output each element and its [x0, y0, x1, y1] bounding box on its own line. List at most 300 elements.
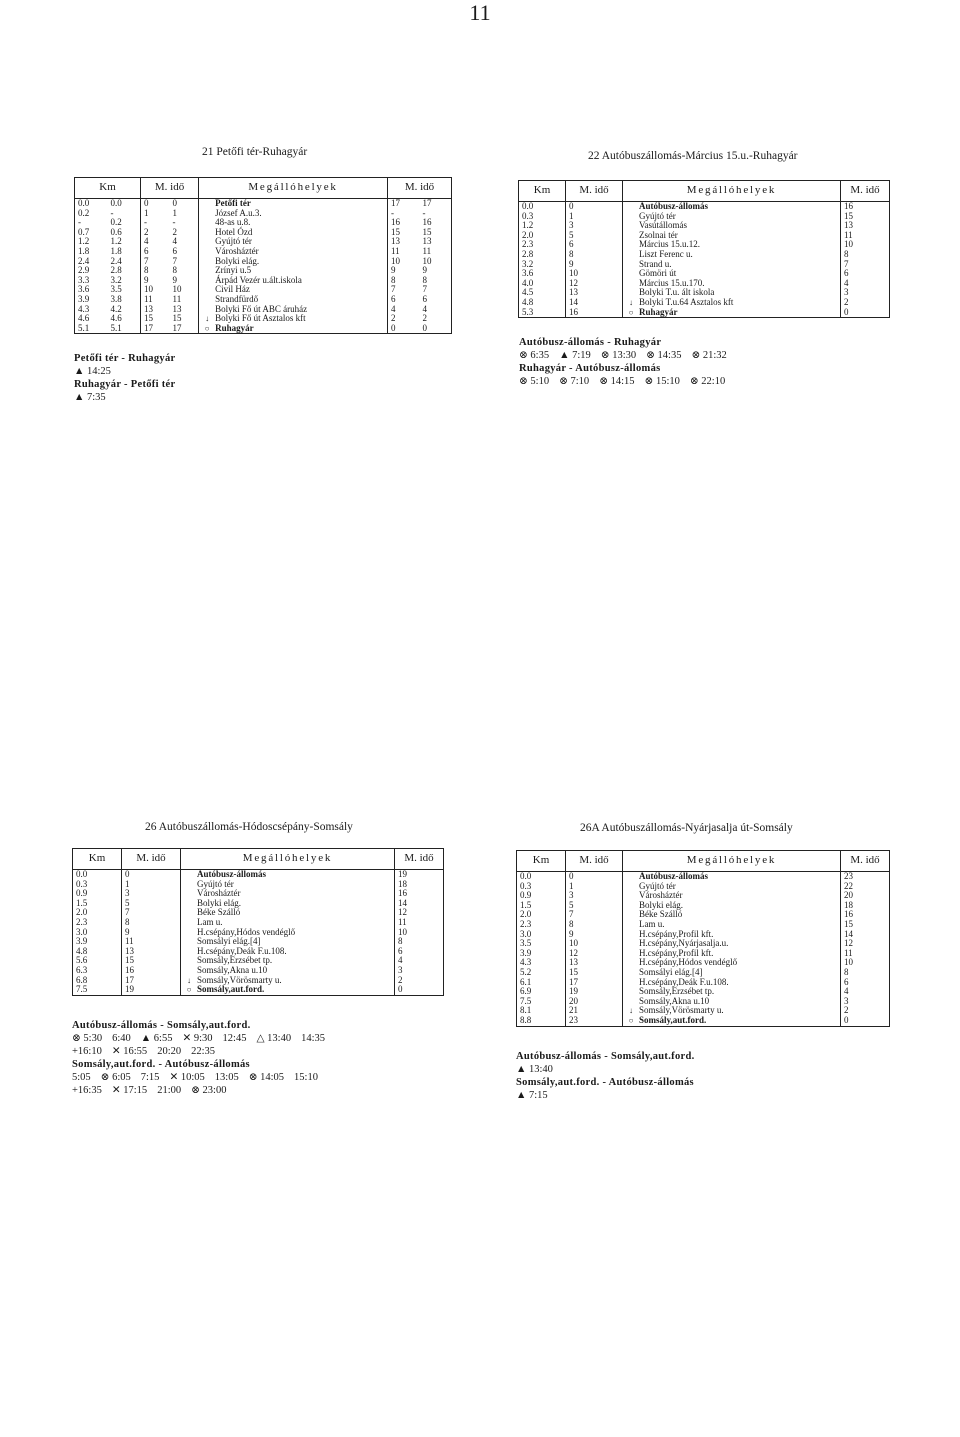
- km-cell: 7.5: [517, 997, 566, 1007]
- departure-time: ✕ 17:15: [111, 1085, 148, 1096]
- time-cell: 16: [122, 966, 181, 976]
- km-cell: 3.5: [110, 284, 122, 295]
- time-header: M. idő: [141, 178, 199, 199]
- time-back-cell: 8: [419, 276, 451, 286]
- schedule-heading: Autóbusz-állomás - Somsály,aut.ford.: [72, 1020, 251, 1031]
- route-line: [623, 958, 637, 968]
- route-line: [181, 908, 195, 918]
- stop-name: Városháztér: [197, 888, 241, 899]
- time-back-cell: 4: [841, 987, 890, 997]
- time-cell: 8: [566, 920, 623, 930]
- route-line: [623, 910, 637, 920]
- table-row: [519, 221, 890, 231]
- table-row: [73, 985, 444, 995]
- time-header: M. idő: [122, 849, 181, 870]
- route-line: [623, 920, 637, 930]
- stop-name: Strandfürdő: [215, 293, 259, 304]
- km-cell: 1.8: [75, 247, 108, 257]
- time-back-cell: 0: [841, 1016, 890, 1026]
- km-cell: -: [75, 218, 108, 228]
- time-cell: 8: [122, 918, 181, 928]
- stop-name: Zsolnai tér: [639, 229, 678, 240]
- time-back-header: M. idő: [387, 178, 451, 199]
- time-back-cell: 10: [841, 240, 890, 250]
- stop-name: Bolyki elág.: [215, 255, 260, 266]
- km-cell: 5.3: [519, 308, 566, 318]
- schedule-route-26a: [516, 1050, 695, 1102]
- departure-time: ✕ 16:55: [111, 1046, 148, 1057]
- time-cell: 3: [566, 221, 623, 231]
- schedule-heading: Petőfi tér - Ruhagyár: [74, 353, 176, 364]
- route-line: [623, 212, 637, 222]
- stop-name: H.csépány,Deák F.u.108.: [639, 976, 729, 987]
- km-cell: 2.0: [517, 910, 566, 920]
- route-line: [199, 276, 213, 286]
- time-cell: 10: [566, 939, 623, 949]
- stop-name: Ruhagyár: [636, 308, 841, 318]
- km-cell: 3.2: [110, 274, 122, 285]
- table-row: [519, 202, 890, 212]
- departure-time: ▲ 6:55: [140, 1033, 173, 1044]
- km-cell: 3.2: [519, 260, 566, 270]
- time-back-cell: 3: [841, 997, 890, 1007]
- time-cell: 8: [566, 250, 623, 260]
- time-back-cell: 11: [387, 247, 419, 257]
- stop-name: Somsály,aut.ford.: [636, 1016, 841, 1026]
- route-line: [199, 257, 213, 267]
- km-cell: 2.3: [517, 920, 566, 930]
- departure-time: ▲ 14:25: [74, 366, 111, 377]
- table-row: [75, 199, 452, 209]
- stops-header: Megállóhelyek: [623, 181, 841, 202]
- route-line: [181, 928, 195, 938]
- stop-name: Gömöri út: [639, 268, 677, 279]
- km-cell: 4.0: [519, 279, 566, 289]
- time-cell: 2: [141, 228, 170, 238]
- departure-time: ⊗ 14:05: [248, 1072, 285, 1083]
- stop-name: Béke Szálló: [639, 909, 683, 920]
- stop-name: Strand u.: [639, 258, 672, 269]
- departure-times: [72, 1032, 335, 1045]
- route-line: [199, 295, 213, 305]
- departure-time: ⊗ 22:10: [689, 376, 726, 387]
- time-back-cell: 15: [841, 920, 890, 930]
- stop-name: Gyújtó tér: [639, 880, 676, 891]
- departure-time: ⊗ 6:35: [519, 350, 550, 361]
- time-back-cell: 3: [841, 288, 890, 298]
- km-cell: 4.3: [517, 958, 566, 968]
- km-cell: 3.6: [519, 269, 566, 279]
- time-cell: 6: [566, 240, 623, 250]
- stop-name: Árpád Vezér u.ált.iskola: [215, 274, 302, 285]
- stop-name: Somsály,Vörösmarty u.: [639, 1005, 724, 1016]
- time-back-cell: 16: [841, 910, 890, 920]
- km-cell: 4.6: [110, 313, 122, 324]
- km-cell: 2.3: [519, 240, 566, 250]
- route-line: ↓: [623, 1006, 637, 1016]
- route-line: [623, 240, 637, 250]
- time-back-cell: 17: [387, 199, 419, 209]
- km-cell: 0.9: [517, 891, 566, 901]
- time-cell: -: [172, 217, 176, 228]
- time-cell: 0: [172, 198, 178, 208]
- time-back-cell: 2: [841, 1006, 890, 1016]
- km-cell: 6.8: [73, 976, 122, 986]
- stop-name: Hotel Ózd: [215, 226, 253, 237]
- departure-time: ▲ 13:40: [516, 1064, 553, 1075]
- time-back-cell: 16: [387, 218, 419, 228]
- time-back-cell: 23: [841, 872, 890, 882]
- time-cell: 17: [122, 976, 181, 986]
- route-line: [181, 918, 195, 928]
- stop-name: Városháztér: [639, 890, 683, 901]
- km-cell: 4.2: [110, 303, 122, 314]
- route-line: [181, 899, 195, 909]
- km-cell: 6.1: [517, 978, 566, 988]
- km-cell: 0.7: [75, 228, 108, 238]
- route-line: [199, 285, 213, 295]
- time-cell: -: [141, 218, 170, 228]
- route-line: [623, 997, 637, 1007]
- time-back-cell: 13: [387, 237, 419, 247]
- km-cell: 1.5: [73, 899, 122, 909]
- time-back-cell: 6: [395, 947, 444, 957]
- time-cell: 3: [566, 891, 623, 901]
- departure-time: ✕ 10:05: [169, 1072, 205, 1083]
- stop-name: Somsályi elág.[4]: [639, 966, 703, 977]
- km-cell: 5.6: [73, 956, 122, 966]
- stop-name: Bolyki elág.: [197, 897, 241, 908]
- time-cell: 15: [172, 313, 182, 324]
- time-cell: 9: [141, 276, 170, 286]
- time-back-cell: 10: [387, 257, 419, 267]
- route-line: [623, 939, 637, 949]
- time-cell: 10: [566, 269, 623, 279]
- departure-time: 20:20: [157, 1046, 182, 1057]
- time-back-cell: 7: [419, 285, 451, 295]
- stop-name: Vasútállomás: [639, 220, 687, 231]
- timetable-route-26a: [516, 850, 890, 1027]
- time-cell: 1: [141, 209, 170, 219]
- time-cell: 19: [566, 987, 623, 997]
- departure-time: ⊗ 7:10: [559, 376, 590, 387]
- route-line: [199, 218, 213, 228]
- direction-marker: [199, 199, 213, 209]
- time-cell: 11: [122, 937, 181, 947]
- km-cell: 3.8: [110, 293, 122, 304]
- time-back-cell: 13: [419, 237, 451, 247]
- route-line: [623, 949, 637, 959]
- km-cell: 0.9: [73, 889, 122, 899]
- time-back-cell: 10: [395, 928, 444, 938]
- stop-name: H.csépány,Profil kft.: [639, 928, 714, 939]
- departure-times: [72, 1084, 335, 1097]
- time-back-cell: 0: [419, 324, 451, 334]
- time-back-cell: 12: [841, 939, 890, 949]
- time-cell: 8: [172, 265, 178, 276]
- stop-name: Petőfi tér: [215, 198, 251, 208]
- stop-name: Autóbusz-állomás: [639, 871, 709, 881]
- time-cell: 2: [172, 226, 178, 237]
- stop-name: Városháztér: [215, 245, 259, 256]
- time-back-cell: 7: [387, 285, 419, 295]
- km-header: Km: [519, 181, 566, 202]
- stop-name: Bolyki T.u. ált iskola: [639, 287, 715, 298]
- time-back-cell: 19: [395, 870, 444, 880]
- schedule-heading: Somsály,aut.ford. - Autóbusz-állomás: [72, 1059, 250, 1070]
- route-title: 21 Petőfi tér-Ruhagyár: [202, 146, 308, 158]
- time-back-cell: 10: [841, 958, 890, 968]
- route-line: [623, 221, 637, 231]
- route-line: ↓: [199, 314, 213, 324]
- time-cell: 5: [566, 231, 623, 241]
- departure-times: [72, 1045, 335, 1058]
- route-line: [623, 930, 637, 940]
- schedule-heading: Autóbusz-állomás - Somsály,aut.ford.: [516, 1051, 695, 1062]
- time-cell: 5: [122, 899, 181, 909]
- km-cell: 5.1: [75, 324, 108, 334]
- endpoint-marker: ○: [199, 324, 213, 334]
- departure-time: ▲ 7:15: [516, 1090, 548, 1101]
- time-cell: 1: [566, 882, 623, 892]
- endpoint-marker: ○: [181, 985, 195, 995]
- km-cell: 4.3: [75, 305, 108, 315]
- stop-name: H.csépány,Profil kft.: [639, 947, 714, 958]
- time-back-cell: 16: [395, 889, 444, 899]
- time-back-cell: 6: [419, 295, 451, 305]
- km-cell: 2.4: [75, 257, 108, 267]
- time-back-cell: 2: [387, 314, 419, 324]
- stop-name: Somsályi elág.[4]: [197, 936, 261, 947]
- table-row: [519, 308, 890, 318]
- route-line: [623, 288, 637, 298]
- stop-name: Somsály,Akna u.10: [639, 995, 710, 1006]
- time-back-cell: 4: [387, 305, 419, 315]
- time-cell: 20: [566, 997, 623, 1007]
- km-cell: 0.0: [517, 872, 566, 882]
- km-cell: 1.5: [517, 901, 566, 911]
- stop-name: H.csépány,Hódos vendéglő: [639, 957, 738, 968]
- km-cell: 2.9: [75, 266, 108, 276]
- km-cell: 2.0: [519, 231, 566, 241]
- departure-times: [519, 375, 737, 388]
- table-row: [75, 324, 452, 334]
- time-cell: 9: [122, 928, 181, 938]
- time-cell: 4: [172, 236, 178, 247]
- km-cell: 3.3: [75, 276, 108, 286]
- route-line: [623, 269, 637, 279]
- time-back-cell: 14: [841, 930, 890, 940]
- km-cell: 1.2: [519, 221, 566, 231]
- departure-time: +16:35: [72, 1085, 102, 1096]
- time-back-cell: 8: [841, 968, 890, 978]
- time-cell: 7: [122, 908, 181, 918]
- route-line: [181, 880, 195, 890]
- time-cell: 8: [141, 266, 170, 276]
- km-header: Km: [517, 851, 566, 872]
- km-cell: 7.5: [73, 985, 122, 995]
- schedule-heading: Somsály,aut.ford. - Autóbusz-állomás: [516, 1077, 694, 1088]
- km-cell: 0.6: [110, 226, 122, 237]
- time-cell: 1: [122, 880, 181, 890]
- route-line: [181, 937, 195, 947]
- time-cell: 13: [122, 947, 181, 957]
- km-cell: 6.9: [517, 987, 566, 997]
- time-cell: 17: [170, 324, 199, 334]
- route-line: [623, 978, 637, 988]
- departure-time: ⊗ 5:30: [72, 1033, 103, 1044]
- km-cell: 4.8: [73, 947, 122, 957]
- route-line: [623, 891, 637, 901]
- time-back-cell: 15: [841, 212, 890, 222]
- stops-header: Megállóhelyek: [181, 849, 395, 870]
- time-cell: 12: [566, 279, 623, 289]
- time-cell: 16: [566, 308, 623, 318]
- km-cell: 0.2: [75, 209, 108, 219]
- time-back-cell: 16: [841, 202, 890, 212]
- stop-name: 48-as u.8.: [215, 217, 251, 228]
- km-cell: 0.0: [75, 199, 108, 209]
- stop-name: József A.u.3.: [215, 207, 262, 218]
- time-back-cell: 2: [419, 314, 451, 324]
- stop-name: Március 15.u.12.: [639, 239, 700, 250]
- table-row: [519, 231, 890, 241]
- direction-marker: [623, 872, 637, 882]
- time-cell: 6: [172, 245, 178, 256]
- stop-name: Gyújtó tér: [639, 210, 676, 221]
- stop-name: H.csépány,Hódos vendéglő: [197, 926, 296, 937]
- time-back-cell: 15: [387, 228, 419, 238]
- departure-time: ⊗ 5:10: [519, 376, 550, 387]
- departure-times: [74, 365, 175, 378]
- time-cell: 0: [566, 202, 623, 212]
- route-line: [623, 260, 637, 270]
- departure-times: [516, 1089, 695, 1102]
- time-cell: 21: [566, 1006, 623, 1016]
- stop-name: Bolyki elág.: [639, 899, 683, 910]
- km-header: Km: [75, 178, 141, 199]
- route-line: [623, 968, 637, 978]
- time-back-cell: 11: [419, 247, 451, 257]
- km-cell: 1.2: [75, 237, 108, 247]
- departure-time: 5:05: [72, 1072, 91, 1083]
- km-cell: 8.8: [517, 1016, 566, 1026]
- departure-time: 13:05: [214, 1072, 239, 1083]
- time-cell: 1: [172, 207, 178, 218]
- km-cell: 2.8: [110, 265, 122, 276]
- time-cell: 0: [141, 199, 170, 209]
- time-header: M. idő: [566, 181, 623, 202]
- time-back-cell: 14: [395, 899, 444, 909]
- stop-name: Somsály,Erzsébet tp.: [197, 955, 273, 966]
- km-cell: 5.2: [517, 968, 566, 978]
- km-cell: 2.0: [73, 908, 122, 918]
- schedule-heading: Autóbusz-állomás - Ruhagyár: [519, 337, 662, 348]
- time-cell: 14: [566, 298, 623, 308]
- route-title: 26A Autóbuszállomás-Nyárjasalja út-Somsály: [580, 822, 793, 834]
- stops-header: Megállóhelyek: [623, 851, 841, 872]
- direction-marker: [181, 870, 195, 880]
- schedule-route-22: [519, 336, 737, 388]
- stop-name: Somsály,aut.ford.: [194, 985, 395, 995]
- time-back-cell: 6: [841, 269, 890, 279]
- departure-time: ✕ 9:30: [182, 1033, 213, 1044]
- km-cell: 3.0: [517, 930, 566, 940]
- time-back-cell: 3: [395, 966, 444, 976]
- departure-time: 6:40: [112, 1033, 131, 1044]
- stop-name: Béke Szálló: [197, 907, 241, 918]
- time-back-cell: 4: [395, 956, 444, 966]
- km-cell: 3.9: [75, 295, 108, 305]
- time-cell: 13: [566, 958, 623, 968]
- time-cell: 10: [172, 284, 182, 295]
- km-cell: 2.4: [110, 255, 122, 266]
- departure-time: ⊗ 13:30: [600, 350, 637, 361]
- time-back-cell: 9: [387, 266, 419, 276]
- time-cell: 7: [566, 910, 623, 920]
- km-cell: 0.0: [73, 870, 122, 880]
- time-cell: 12: [566, 949, 623, 959]
- stop-name: H.csépány,Deák F.u.108.: [197, 945, 287, 956]
- time-back-cell: 10: [419, 257, 451, 267]
- time-back-cell: 11: [841, 231, 890, 241]
- time-back-cell: 0: [395, 985, 444, 995]
- stop-name: H.csépány,Nyárjasalja.u.: [639, 938, 729, 949]
- km-cell: 4.5: [519, 288, 566, 298]
- time-back-cell: 4: [419, 305, 451, 315]
- stop-name: Somsály,Erzsébet tp.: [639, 986, 715, 997]
- departure-time: ⊗ 6:05: [100, 1072, 131, 1083]
- route-title: 22 Autóbuszállomás-Március 15.u.-Ruhagyár: [588, 150, 798, 162]
- time-back-cell: 6: [841, 978, 890, 988]
- departure-time: 12:45: [222, 1033, 247, 1044]
- direction-marker: [623, 202, 637, 212]
- schedule-route-21: [74, 352, 175, 404]
- departure-time: 21:00: [157, 1085, 182, 1096]
- time-back-cell: 17: [419, 199, 451, 209]
- time-back-cell: -: [387, 209, 419, 219]
- stop-name: Somsály,Vörösmarty u.: [197, 974, 282, 985]
- table-row: [519, 250, 890, 260]
- endpoint-marker: ○: [623, 308, 637, 318]
- km-cell: 3.6: [75, 285, 108, 295]
- departure-time: 14:35: [301, 1033, 326, 1044]
- departure-times: [72, 1071, 335, 1084]
- stop-name: Lam u.: [639, 918, 665, 929]
- time-back-cell: 11: [395, 918, 444, 928]
- route-line: [199, 228, 213, 238]
- time-back-cell: 8: [395, 937, 444, 947]
- km-cell: 0.0: [110, 198, 122, 208]
- route-line: ↓: [623, 298, 637, 308]
- time-back-header: M. idő: [841, 181, 890, 202]
- time-cell: 11: [172, 293, 182, 304]
- route-line: [623, 901, 637, 911]
- time-cell: 13: [141, 305, 170, 315]
- time-cell: 6: [141, 247, 170, 257]
- route-line: [199, 209, 213, 219]
- route-title: 26 Autóbuszállomás-Hódoscsépány-Somsály: [145, 821, 353, 833]
- time-cell: 15: [122, 956, 181, 966]
- departure-time: ⊗ 23:00: [191, 1085, 227, 1096]
- time-cell: 17: [141, 324, 170, 334]
- stop-name: Autóbusz-állomás: [639, 201, 709, 211]
- km-cell: 3.5: [517, 939, 566, 949]
- time-back-cell: 9: [419, 266, 451, 276]
- km-cell: 4.8: [519, 298, 566, 308]
- km-cell: 1.8: [110, 245, 122, 256]
- time-cell: 15: [566, 968, 623, 978]
